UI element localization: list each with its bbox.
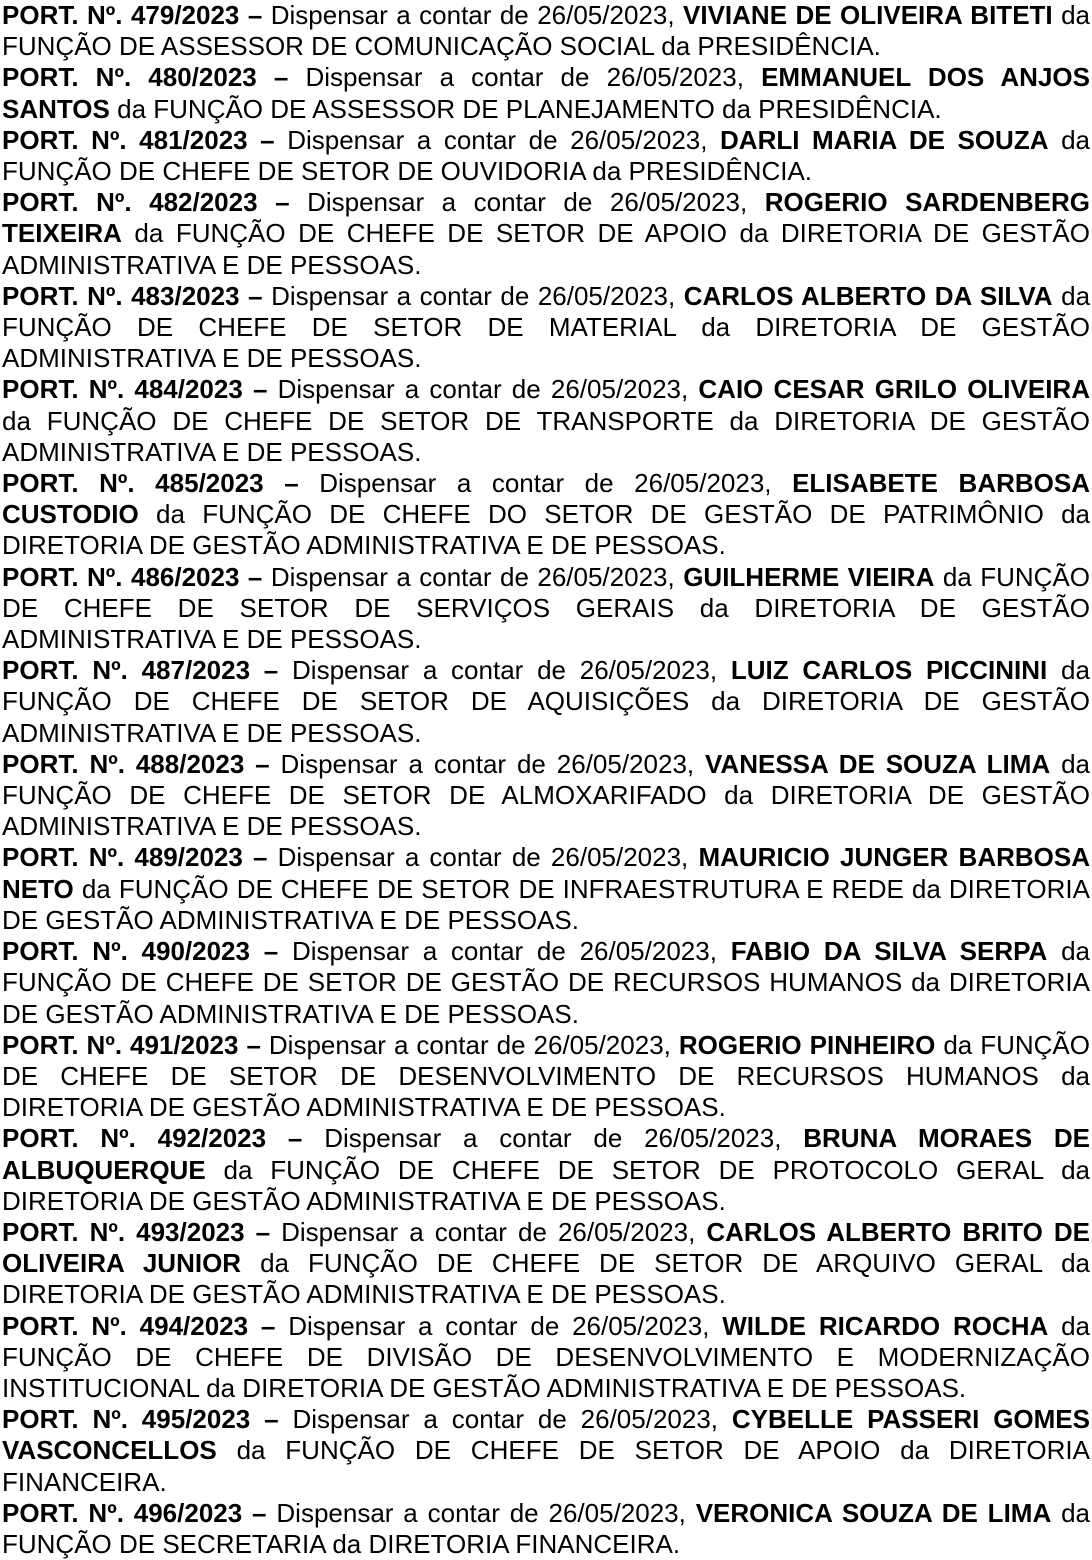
portaria-entry xyxy=(2,1498,1090,1560)
portaria-entry xyxy=(2,749,1090,843)
portaria-action: Dispensar a contar de 26/05/2023, xyxy=(277,374,689,405)
portaria-function: da FUNÇÃO DE CHEFE DE SETOR DE OUVIDORIA da PRESIDÊNCIA. xyxy=(2,124,1090,187)
portaria-number: PORT. Nº. 488/2023 – xyxy=(2,748,270,779)
portaria-entry xyxy=(2,468,1090,562)
employee-name: VANESSA DE SOUZA LIMA xyxy=(705,748,1051,779)
employee-name: DARLI MARIA DE SOUZA xyxy=(720,124,1049,155)
portaria-function: da FUNÇÃO DE CHEFE DE SETOR DE PROTOCOLO GERAL da DIRETORIA DE GESTÃO ADMINISTRATIVA E DE PESSOAS. xyxy=(2,1154,1090,1216)
portaria-function: da FUNÇÃO DE CHEFE DE SETOR DE INFRAESTRUTURA E REDE da DIRETORIA DE GESTÃO ADMINISTRATIVA E DE PESSOAS. xyxy=(2,873,1090,935)
portaria-action: Dispensar a contar de 26/05/2023, xyxy=(271,280,676,311)
portaria-function: da FUNÇÃO DE CHEFE DE SETOR DE DESENVOLVIMENTO DE RECURSOS HUMANOS da DIRETORIA DE GESTÃO ADMINISTRATIVA E DE PESSOAS. xyxy=(2,1029,1090,1123)
portaria-entry xyxy=(2,1123,1090,1217)
portaria-action: Dispensar a contar de 26/05/2023, xyxy=(291,936,717,967)
portaria-action: Dispensar a contar de 26/05/2023, xyxy=(281,1216,696,1247)
portaria-number: PORT. Nº. 484/2023 – xyxy=(2,374,268,405)
portaria-action: Dispensar a contar de 26/05/2023, xyxy=(305,62,744,93)
portaria-function: da FUNÇÃO DE CHEFE DE SETOR DE MATERIAL da DIRETORIA DE GESTÃO ADMINISTRATIVA E DE PESSOAS. xyxy=(2,280,1091,374)
employee-name: WILDE RICARDO ROCHA xyxy=(722,1310,1049,1341)
employee-name: BRUNA MORAES DE ALBUQUERQUE xyxy=(2,1123,1091,1185)
portaria-function: da FUNÇÃO DE CHEFE DE SETOR DE ALMOXARIFADO da DIRETORIA DE GESTÃO ADMINISTRATIVA E DE PESSOAS. xyxy=(2,748,1090,842)
portaria-number: PORT. Nº. 485/2023 – xyxy=(2,468,299,499)
portaria-number: PORT. Nº. 493/2023 – xyxy=(2,1216,271,1247)
employee-name: GUILHERME VIEIRA xyxy=(683,561,935,592)
portaria-entry xyxy=(2,1217,1090,1311)
employee-name: MAURICIO JUNGER BARBOSA NETO xyxy=(2,842,1091,904)
portaria-function: da FUNÇÃO DE CHEFE DE SETOR DE TRANSPORTE da DIRETORIA DE GESTÃO ADMINISTRATIVA E DE PESSOAS. xyxy=(2,405,1090,467)
portaria-entry xyxy=(2,187,1090,281)
employee-name: CYBELLE PASSERI GOMES VASCONCELLOS xyxy=(2,1404,1090,1466)
portaria-action: Dispensar a contar de 26/05/2023, xyxy=(276,1497,686,1528)
employee-name: VERONICA SOUZA DE LIMA xyxy=(695,1497,1052,1528)
portaria-entry xyxy=(2,62,1090,124)
portaria-entry xyxy=(2,125,1090,187)
employee-name: CAIO CESAR GRILO OLIVEIRA xyxy=(698,374,1090,405)
portaria-number: PORT. Nº. 482/2023 – xyxy=(2,187,290,218)
portaria-number: PORT. Nº. 480/2023 – xyxy=(2,62,289,93)
portaria-entry xyxy=(2,374,1090,468)
portaria-function: da FUNÇÃO DE ASSESSOR DE COMUNICAÇÃO SOCIAL da PRESIDÊNCIA. xyxy=(2,0,1091,62)
portaria-function: da FUNÇÃO DE CHEFE DE SETOR DE AQUISIÇÕES da DIRETORIA DE GESTÃO ADMINISTRATIVA E DE PESSOAS. xyxy=(2,655,1090,748)
employee-name: ELISABETE BARBOSA CUSTODIO xyxy=(2,468,1090,530)
portaria-entry xyxy=(2,655,1090,749)
portaria-number: PORT. Nº. 483/2023 – xyxy=(2,280,263,311)
portaria-entry xyxy=(2,0,1090,62)
portaria-number: PORT. Nº. 491/2023 – xyxy=(2,1029,261,1060)
portaria-action: Dispensar a contar de 26/05/2023, xyxy=(277,842,689,873)
portaria-entry xyxy=(2,842,1090,936)
portaria-action: Dispensar a contar de 26/05/2023, xyxy=(280,748,695,779)
portaria-entry xyxy=(2,1311,1090,1405)
portaria-function: da FUNÇÃO DE CHEFE DO SETOR DE GESTÃO DE PATRIMÔNIO da DIRETORIA DE GESTÃO ADMINISTRATIVA E DE PESSOAS. xyxy=(2,499,1090,561)
portaria-entry xyxy=(2,936,1090,1030)
portaria-number: PORT. Nº. 487/2023 – xyxy=(2,655,279,686)
portaria-function: da FUNÇÃO DE CHEFE DE DIVISÃO DE DESENVOLVIMENTO E MODERNIZAÇÃO INSTITUCIONAL da DIRETORIA DE GESTÃO ADMINISTRATIVA E DE PESSOAS. xyxy=(2,1310,1091,1403)
portaria-number: PORT. Nº. 489/2023 – xyxy=(2,842,268,873)
portaria-function: da FUNÇÃO DE CHEFE DE SETOR DE ARQUIVO GERAL da DIRETORIA DE GESTÃO ADMINISTRATIVA E DE PESSOAS. xyxy=(2,1248,1090,1310)
portaria-number: PORT. Nº. 486/2023 – xyxy=(2,561,263,592)
portaria-function: da FUNÇÃO DE CHEFE DE SETOR DE APOIO da DIRETORIA FINANCEIRA. xyxy=(2,1435,1090,1497)
portaria-number: PORT. Nº. 495/2023 – xyxy=(2,1404,279,1435)
portaria-number: PORT. Nº. 494/2023 – xyxy=(2,1310,276,1341)
portaria-number: PORT. Nº. 490/2023 – xyxy=(2,936,279,967)
employee-name: CARLOS ALBERTO BRITO DE OLIVEIRA JUNIOR xyxy=(2,1216,1090,1279)
employee-name: CARLOS ALBERTO DA SILVA xyxy=(683,280,1053,311)
portaria-function: da FUNÇÃO DE SECRETARIA da DIRETORIA FINANCEIRA. xyxy=(2,1497,1091,1559)
portaria-entry xyxy=(2,281,1090,375)
employee-name: VIVIANE DE OLIVEIRA BITETI xyxy=(683,0,1053,30)
portaria-action: Dispensar a contar de 26/05/2023, xyxy=(324,1123,782,1154)
employee-name: ROGERIO SARDENBERG TEIXEIRA xyxy=(2,187,1090,249)
portaria-number: PORT. Nº. 481/2023 – xyxy=(2,124,275,155)
portaria-action: Dispensar a contar de 26/05/2023, xyxy=(292,655,718,686)
portaria-function: da FUNÇÃO DE ASSESSOR DE PLANEJAMENTO da PRESIDÊNCIA. xyxy=(117,93,942,124)
portaria-number: PORT. Nº. 496/2023 – xyxy=(2,1497,267,1528)
portaria-action: Dispensar a contar de 26/05/2023, xyxy=(270,561,675,592)
portaria-action: Dispensar a contar de 26/05/2023, xyxy=(319,468,772,499)
portaria-action: Dispensar a contar de 26/05/2023, xyxy=(307,187,748,218)
portaria-entry xyxy=(2,562,1090,656)
portaria-action: Dispensar a contar de 26/05/2023, xyxy=(268,1029,671,1060)
portaria-action: Dispensar a contar de 26/05/2023, xyxy=(287,124,708,155)
portaria-function: da FUNÇÃO DE CHEFE DE SETOR DE SERVIÇOS GERAIS da DIRETORIA DE GESTÃO ADMINISTRATIVA E DE PESSOAS. xyxy=(2,561,1090,655)
portaria-action: Dispensar a contar de 26/05/2023, xyxy=(292,1404,719,1435)
portaria-function: da FUNÇÃO DE CHEFE DE SETOR DE GESTÃO DE RECURSOS HUMANOS da DIRETORIA DE GESTÃO ADMINISTRATIVA E DE PESSOAS. xyxy=(2,936,1090,1029)
employee-name: LUIZ CARLOS PICCININI xyxy=(730,655,1048,686)
portaria-function: da FUNÇÃO DE CHEFE DE SETOR DE APOIO da DIRETORIA DE GESTÃO ADMINISTRATIVA E DE PESSOAS. xyxy=(2,218,1090,280)
employee-name: FABIO DA SILVA SERPA xyxy=(730,936,1048,967)
portaria-action: Dispensar a contar de 26/05/2023, xyxy=(288,1310,710,1341)
portaria-entry xyxy=(2,1404,1090,1498)
portaria-action: Dispensar a contar de 26/05/2023, xyxy=(270,0,675,30)
portaria-number: PORT. Nº. 492/2023 – xyxy=(2,1123,303,1154)
portaria-entry xyxy=(2,1030,1090,1124)
employee-name: EMMANUEL DOS ANJOS SANTOS xyxy=(2,62,1090,124)
employee-name: ROGERIO PINHEIRO xyxy=(678,1029,936,1060)
portaria-number: PORT. Nº. 479/2023 – xyxy=(2,0,263,30)
